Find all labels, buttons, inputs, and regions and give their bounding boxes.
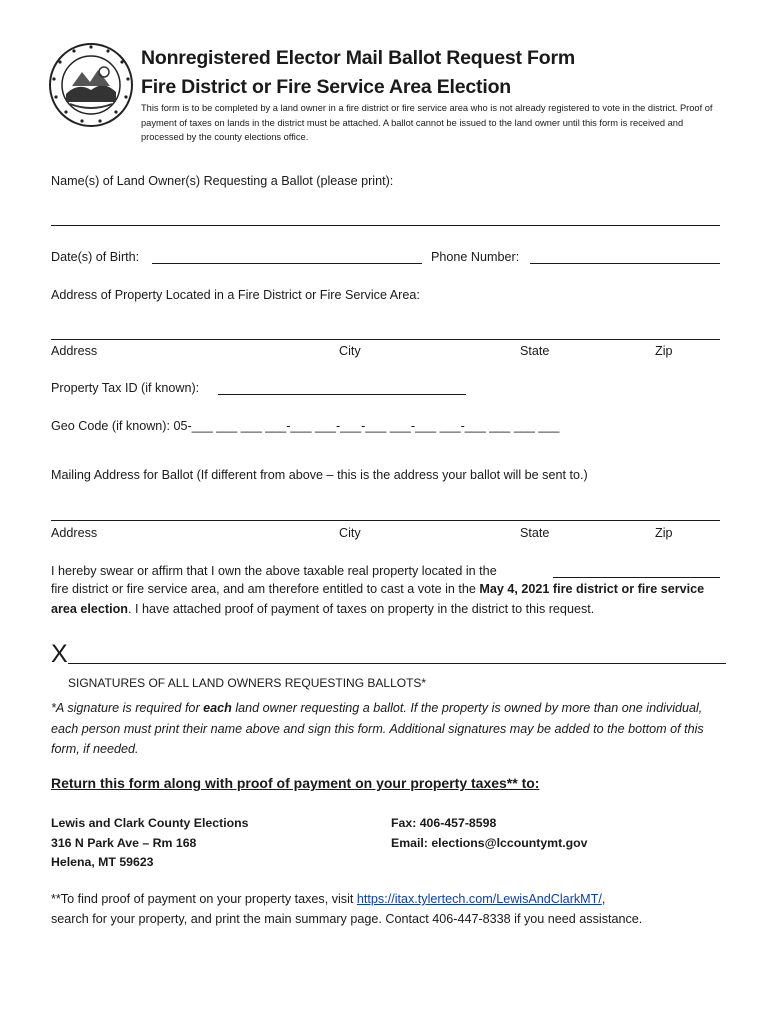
- mailing-zip-col: Zip: [655, 526, 673, 540]
- county-seal: [48, 42, 134, 128]
- signature-x: X: [51, 640, 68, 668]
- property-address-field[interactable]: [51, 339, 720, 340]
- return-email: Email: elections@lccountymt.gov: [391, 836, 588, 850]
- return-fax: Fax: 406-457-8598: [391, 816, 497, 830]
- signature-note: *A signature is required for each land owner requesting a ballot. If the property is owned by more than one individual, each person must print their name above and sign this form. Additional signatures may be added to the bottom of this form, if needed.: [51, 701, 704, 756]
- signature-caption: SIGNATURES OF ALL LAND OWNERS REQUESTING BALLOTS*: [68, 676, 427, 690]
- affirm-line1: I hereby swear or affirm that I own the above taxable real property located in the: [51, 564, 497, 578]
- form-intro: This form is to be completed by a land owner in a fire district or fire service area who is not already registered to vote in the district. Proof of payment of taxes on lands in the district must be attached. A ballot cannot be issued to the land owner until this form is received and processed by the county elections office.: [141, 103, 713, 142]
- fire-district-field[interactable]: [553, 577, 720, 578]
- mailing-city-col: City: [339, 526, 361, 540]
- tax-id-field[interactable]: [218, 394, 466, 395]
- geo-code-field[interactable]: Geo Code (if known): 05-___ ___ ___ ___-___ ___-___-___ ___-___ ___-___ ___ ___ ___: [51, 419, 560, 433]
- mailing-address-col: Address: [51, 526, 98, 540]
- names-field[interactable]: [51, 225, 720, 226]
- return-heading: Return this form along with proof of payment on your property taxes** to:: [51, 775, 540, 791]
- election-date: May 4, 2021 fire district or fire service area election: [51, 582, 705, 616]
- signature-field[interactable]: [68, 663, 726, 664]
- dob-label: Date(s) of Birth:: [51, 250, 140, 264]
- property-city-col: City: [339, 344, 361, 358]
- property-zip-col: Zip: [655, 344, 673, 358]
- return-street: 316 N Park Ave – Rm 168: [51, 836, 197, 850]
- mailing-address-label: Mailing Address for Ballot (If different from above – this is the address your ballot will be sent to.): [51, 468, 588, 482]
- form-title-line2: Fire District or Fire Service Area Election: [141, 76, 511, 98]
- phone-label: Phone Number:: [431, 250, 520, 264]
- mailing-state-col: State: [520, 526, 550, 540]
- phone-field[interactable]: [530, 263, 720, 264]
- footer-line1: **To find proof of payment on your property taxes, visit https://itax.tylertech.com/LewisAndClarkMT/,: [51, 892, 606, 906]
- affirm-paragraph: fire district or fire service area, and am therefore entitled to cast a vote in the May 4, 2021 fire district or fire service area election. I have attached proof of payment of taxes on property in the district to this request.: [51, 582, 705, 616]
- names-label: Name(s) of Land Owner(s) Requesting a Ballot (please print):: [51, 174, 394, 188]
- dob-field[interactable]: [152, 263, 422, 264]
- mailing-address-field[interactable]: [51, 520, 720, 521]
- footer-line2: search for your property, and print the main summary page. Contact 406-447-8338 if you need assistance.: [51, 912, 643, 926]
- property-address-col: Address: [51, 344, 98, 358]
- property-state-col: State: [520, 344, 550, 358]
- return-org: Lewis and Clark County Elections: [51, 816, 249, 830]
- return-city: Helena, MT 59623: [51, 855, 154, 869]
- form-title-line1: Nonregistered Elector Mail Ballot Request Form: [141, 47, 575, 69]
- tax-id-label: Property Tax ID (if known):: [51, 381, 200, 395]
- property-address-label: Address of Property Located in a Fire District or Fire Service Area:: [51, 288, 420, 302]
- tax-lookup-link[interactable]: https://itax.tylertech.com/LewisAndClarkMT/: [356, 892, 602, 906]
